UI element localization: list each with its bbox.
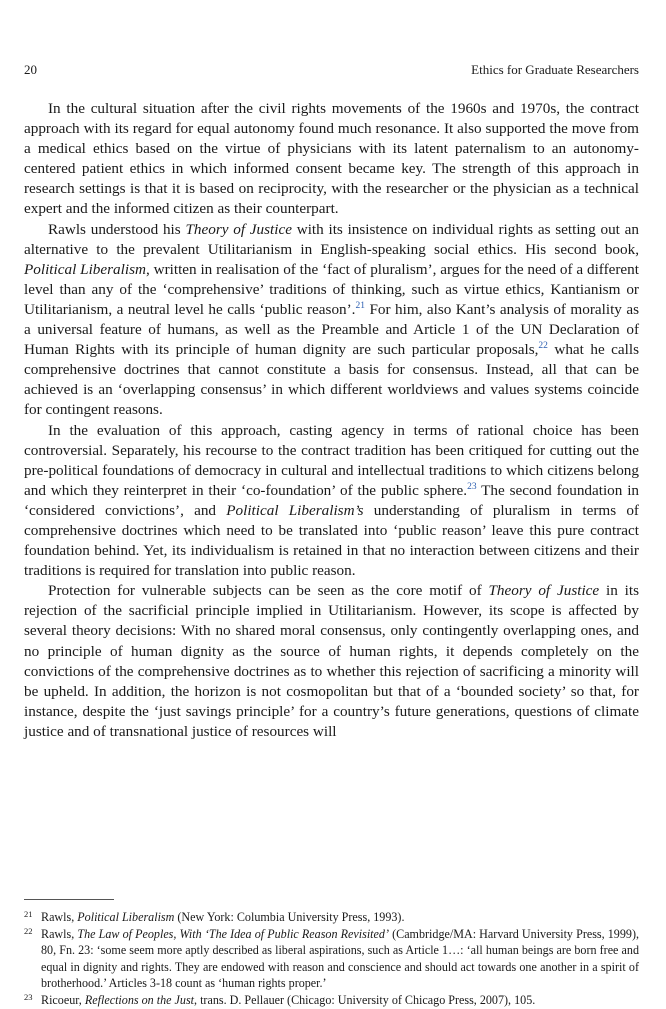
footnotes [24,909,639,1009]
footnote-ref-22[interactable]: 22 [538,341,548,352]
text-run: Ricoeur, [41,992,85,1007]
paragraph-2 [24,220,639,421]
text-run: Protection for vulnerable subjects can be seen as the core motif of [48,582,489,600]
book-title: Reflections on the Just [84,992,195,1007]
footnote-number: 23 [24,991,33,1002]
footnote-number: 21 [24,909,33,919]
text-run: For him, also Kant’s analysis of morality as a universal feature of humans, as well as the Preamble and Article 1 of the UN Declaration of Human Rights with its principle of human dignity are such particular proposals, [24,300,639,359]
footnote-number: 22 [24,925,33,936]
book-title: Political Liberalism’s [226,501,364,519]
text-run: In the evaluation of this approach, casting agency in terms of rational choice has been controversial. Separately, his recourse to the contract tradition has been critiqued for cutting out the pre-political foundations of democracy in cultural and intellectual traditions to which citizens belong and which they reinterpret in their ‘co-foundation’ of the public sphere. [24,421,639,499]
text-run: The second foundation in ‘considered convictions’, and [24,481,640,519]
paragraph-4 [24,581,639,742]
text-run: Rawls understood his [48,220,186,238]
text-run: Rawls, [41,910,78,924]
text-run: (New York: Columbia University Press, 1993). [174,910,405,924]
footnote-23 [24,992,639,1009]
book-title: Political Liberalism [24,260,146,278]
running-title: Ethics for Graduate Researchers [471,62,639,77]
footnote-divider [24,899,114,900]
footnote-22 [24,926,639,992]
text-run: , written in realisation of the ‘fact of pluralism’, argues for the need of a different level than any of the ‘comprehensive’ traditions of thinking, such as virtue ethics, Kantianism or Utilitarianism, a neutral level he calls ‘public reason’. [24,260,639,318]
text-run: what he calls comprehensive doctrines that cannot constitute a basis for consensus. Instead, all that can be achieved is an ‘overlapping consensus’ in which different worldviews and values systems coincide for contingent reasons. [24,341,639,419]
book-title: Theory of Justice [488,582,600,600]
paragraph-3 [24,421,639,582]
text-run: with its insistence on individual rights as setting out an alternative to the prevalent Utilitarianism in English-speaking social ethics. His second book, [24,220,639,258]
paragraph-1: In the cultural situation after the civil rights movements of the 1960s and 1970s, the contract approach with its regard for equal autonomy found much resonance. It also supported the move from a medical ethics based on the virtue of physicians with its latent paternalism to an autonomy-centered patient ethics in which informed consent became key. The strength of this approach in research settings is that it is based on reciprocity, with the researcher or the physician as a technical expert and the informed citizen as their counterpart. [24,100,639,218]
book-title: Theory of Justice [185,220,292,238]
footnote-ref-23[interactable]: 23 [467,481,477,492]
text-run: in its rejection of the sacrificial principle implied in Utilitarianism. However, its scope is affected by several theory decisions: With no shared moral consensus, only contingently overlapping ones, and no principle of human dignity as the source of human rights, it depends completely on the convictions of the comprehensive doctrines as to whether this rejection of sacrificing a minority will be upheld. In addition, the horizon is not cosmopolitan but that of a ‘bounded society’ so that, for instance, despite the ‘just savings principle’ for a country’s future generations, questions of climate justice and of transnational justice of resources will [24,582,639,740]
page-number: 20 [24,62,37,77]
footnote-ref-21[interactable]: 21 [355,300,365,311]
main-text [24,99,639,742]
text-run: , trans. D. Pellauer (Chicago: University of Chicago Press, 2007), 105. [194,992,536,1007]
book-title: The Law of Peoples, With ‘The Idea of Public Reason Revisited’ [77,926,389,941]
running-header [24,62,639,80]
text-run: understanding of pluralism in terms of comprehensive doctrines which need to be translated into ‘public reason’ leave this pure contract foundation behind. Yet, its individualism is retained in that no interaction between citizens and their traditions is required for translation into public reason. [24,501,639,580]
text-run: Rawls, [41,926,78,941]
book-title: Political Liberalism [77,910,175,924]
text-run: (Cambridge/MA: Harvard University Press, 1999), 80, Fn. 23: ‘some seem more aptly described as liberal aspirations, such as Article 1…: ‘all human beings are born free and equal in dignity and rights. They are endowed with reason and conscience and should act towards one another in a spirit of brotherhood.’ Articles 3-18 count as ‘human rights proper.’ [41,926,640,991]
footnote-21 [24,909,639,926]
